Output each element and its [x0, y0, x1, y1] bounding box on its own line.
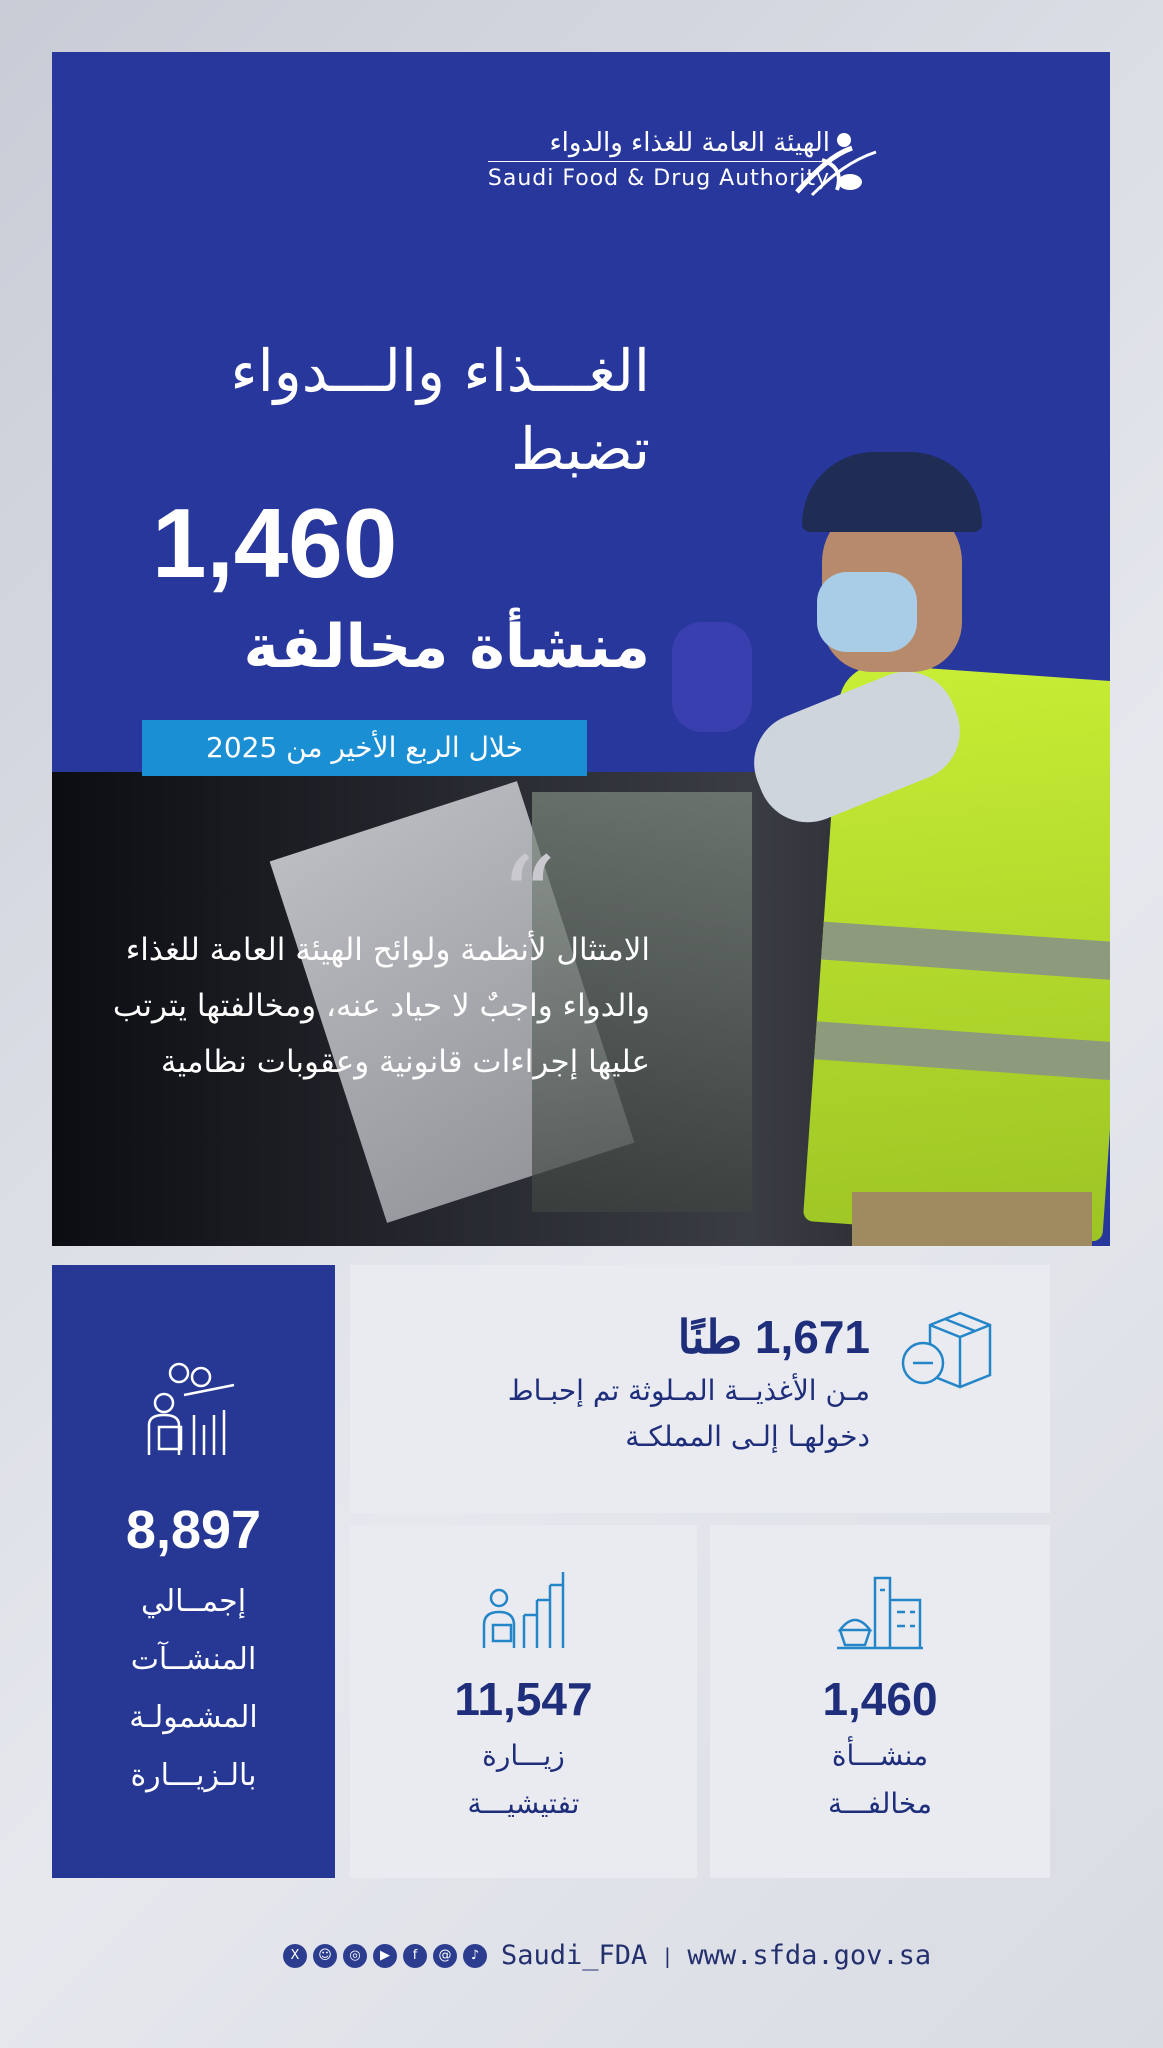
- facilities-label: بالـزيـــارة: [130, 1758, 257, 1793]
- title-line-2: تضبط: [511, 415, 650, 484]
- box-minus-icon: [895, 1305, 995, 1395]
- stat-card-tons: [350, 1265, 1050, 1513]
- tons-number: 1,671 طنًا: [677, 1311, 870, 1363]
- separator: |: [661, 1943, 674, 1968]
- visits-label: تفتيشيـــة: [467, 1787, 580, 1820]
- title-line-1: الغـــذاء والـــدواء: [230, 337, 650, 405]
- inspector-photo: [732, 392, 1110, 1246]
- youtube-icon[interactable]: ▶: [373, 1944, 397, 1968]
- x-icon[interactable]: X: [283, 1944, 307, 1968]
- violations-label: منشـــأة: [831, 1739, 929, 1772]
- logo-english: Saudi Food & Drug Authority: [487, 166, 830, 191]
- sfda-logo-text: [488, 128, 830, 191]
- facilities-label: المشمولـة: [129, 1700, 258, 1735]
- facebook-icon[interactable]: f: [403, 1944, 427, 1968]
- instagram-icon[interactable]: ◎: [343, 1944, 367, 1968]
- footer: [283, 1940, 931, 1971]
- stat-card-violations: [710, 1525, 1050, 1878]
- stat-card-facilities: [52, 1265, 335, 1878]
- tons-label: مـن الأغذيــة المـلوثة تم إحبـاط: [507, 1374, 870, 1407]
- tons-label: دخولهـا إلـى المملكـة: [625, 1420, 870, 1453]
- quote-text: الامتثال لأنظمة ولوائح الهيئة العامة للغذاء والدواء واجبٌ لا حياد عنه، ومخالفتها يترتب عليها إجراءات قانونية وعقوبات نظامية: [112, 932, 650, 1080]
- stat-card-visits: [350, 1525, 697, 1878]
- quote-icon: “: [500, 833, 557, 961]
- visits-number: 11,547: [454, 1673, 593, 1725]
- facilities-label: إجمــالي: [140, 1584, 247, 1619]
- team-presentation-icon: [139, 1355, 249, 1465]
- hero-label: منشأة مخالفة: [243, 612, 650, 682]
- threads-icon[interactable]: @: [433, 1944, 457, 1968]
- visits-label: زيـــارة: [482, 1739, 565, 1772]
- period-banner: خلال الربع الأخير من 2025: [142, 720, 587, 776]
- hero-title: [230, 332, 650, 489]
- social-handle[interactable]: Saudi_FDA: [501, 1940, 648, 1971]
- logo-arabic: الهيئة العامة للغذاء والدواء: [488, 128, 830, 162]
- facilities-number: 8,897: [125, 1500, 262, 1560]
- snapchat-icon[interactable]: ☺: [313, 1944, 337, 1968]
- tiktok-icon[interactable]: ♪: [463, 1944, 487, 1968]
- sfda-logo-icon: [792, 130, 878, 200]
- website-link[interactable]: www.sfda.gov.sa: [687, 1940, 932, 1971]
- violations-number: 1,460: [822, 1673, 938, 1725]
- hero-panel: [52, 52, 1110, 1246]
- factory-icon: [835, 1570, 925, 1650]
- violations-label: مخالفـــة: [828, 1787, 932, 1820]
- hero-number: 1,460: [152, 488, 398, 598]
- facilities-label: المنشــآت: [130, 1642, 257, 1677]
- inspector-chart-icon: [479, 1570, 569, 1650]
